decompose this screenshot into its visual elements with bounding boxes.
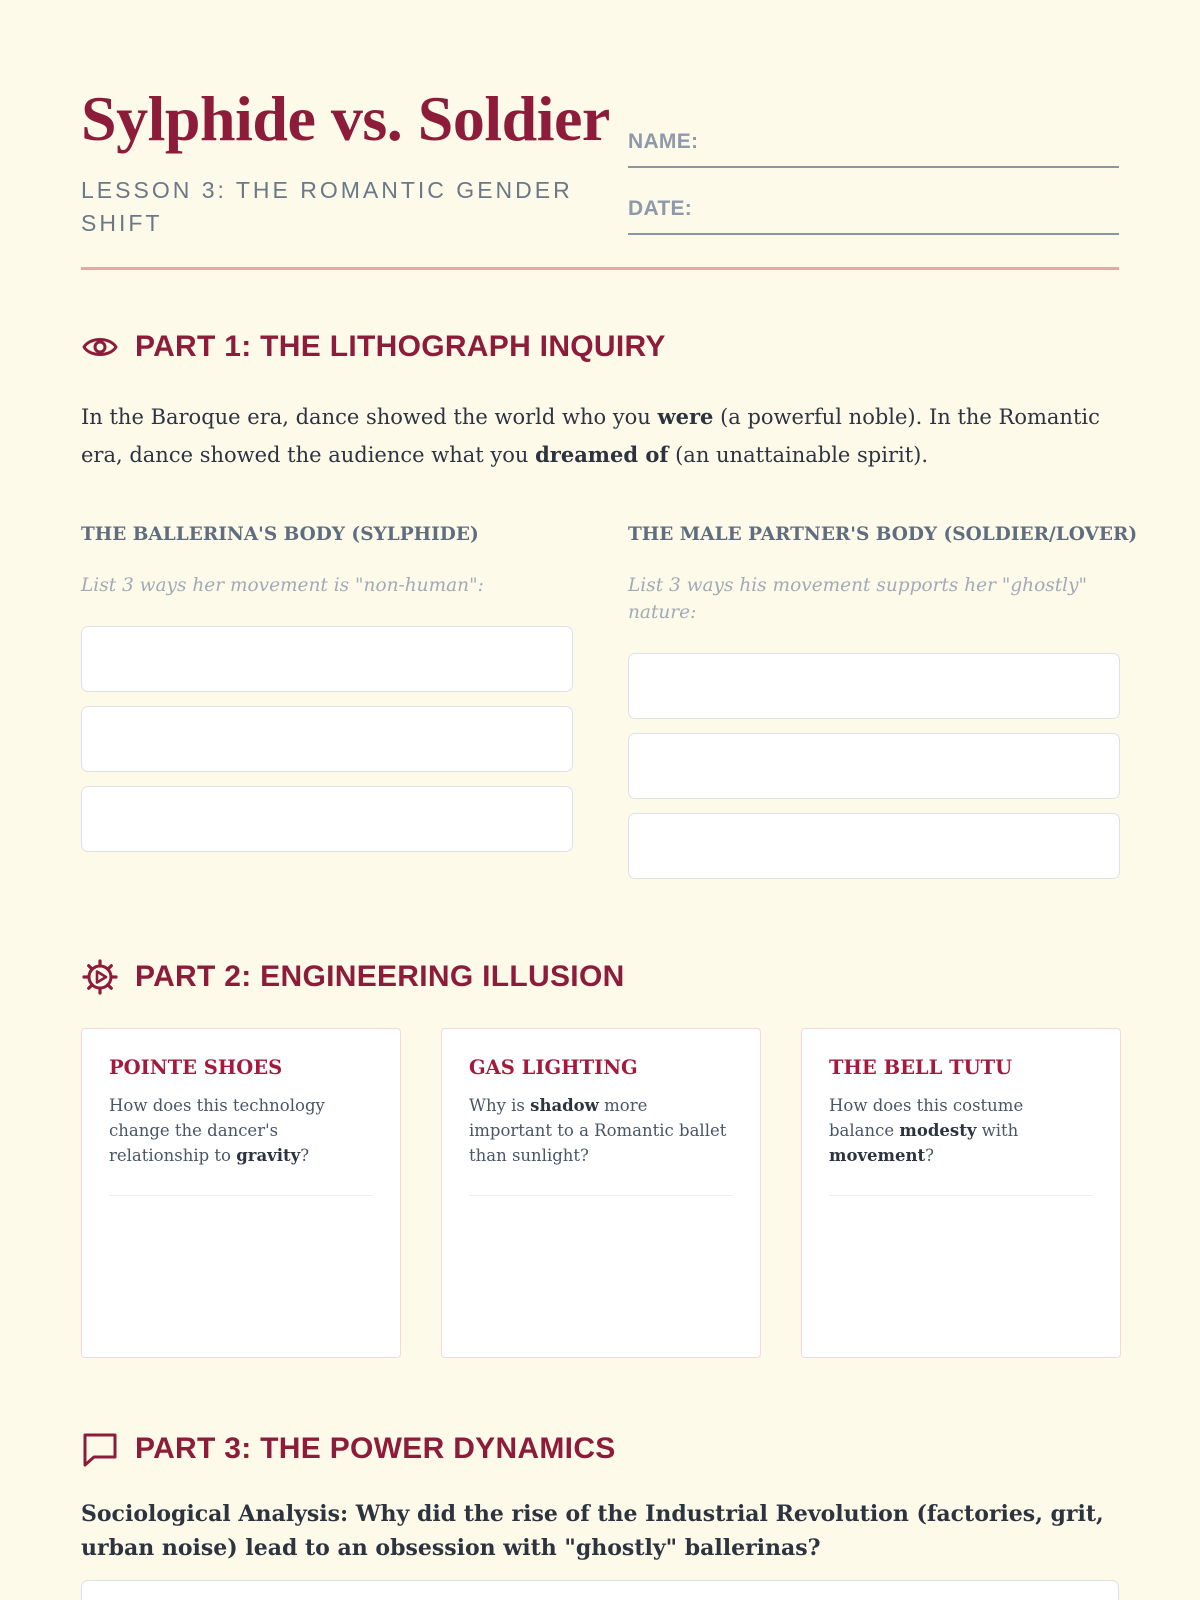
card-bell-tutu[interactable]: [801, 1028, 1121, 1358]
card-question: How does this costume balance modesty with movement?: [829, 1093, 1093, 1196]
ballerina-prompt: List 3 ways her movement is "non-human":: [81, 575, 484, 596]
ballerina-answer-2[interactable]: [81, 706, 573, 772]
card-pointe-shoes[interactable]: [81, 1028, 401, 1358]
ballerina-column-title: THE BALLERINA'S BODY (SYLPHIDE): [81, 524, 479, 545]
date-field[interactable]: [628, 197, 1119, 235]
ballerina-answer-3[interactable]: [81, 786, 573, 852]
part3-answer-box[interactable]: [81, 1580, 1119, 1600]
part3-title: PART 3: THE POWER DYNAMICS: [135, 1432, 616, 1465]
page-title: Sylphide vs. Soldier: [81, 83, 610, 154]
ballerina-answer-1[interactable]: [81, 626, 573, 692]
partner-answer-3[interactable]: [628, 813, 1120, 879]
eye-icon: [81, 328, 119, 366]
card-title: POINTE SHOES: [109, 1056, 283, 1079]
card-question: How does this technology change the dancer's relationship to gravity?: [109, 1093, 373, 1196]
part2-heading: [81, 958, 625, 996]
part3-heading: [81, 1430, 616, 1468]
lesson-subtitle: LESSON 3: THE ROMANTIC GENDER SHIFT: [81, 177, 573, 236]
gear-icon: [81, 958, 119, 996]
part1-intro: In the Baroque era, dance showed the world who you were (a powerful noble). In the Romantic era, dance showed the audience what you dreamed of (an unattainable spirit).: [81, 404, 1100, 467]
partner-column: [628, 524, 1138, 893]
worksheet-header: [81, 0, 1119, 270]
name-field[interactable]: [628, 130, 1119, 168]
ballerina-column: [81, 524, 573, 866]
card-title: THE BELL TUTU: [829, 1056, 1013, 1079]
partner-answer-2[interactable]: [628, 733, 1120, 799]
part3-question: Sociological Analysis: Why did the rise of the Industrial Revolution (factories, grit, urban noise) lead to an obsession with "ghostly" ballerinas?: [81, 1501, 1104, 1561]
date-label: DATE:: [628, 197, 693, 220]
card-question: Why is shadow more important to a Romantic ballet than sunlight?: [469, 1093, 733, 1196]
speech-bubble-icon: [81, 1430, 119, 1468]
card-gas-lighting[interactable]: [441, 1028, 761, 1358]
card-title: GAS LIGHTING: [469, 1056, 638, 1079]
part1-title: PART 1: THE LITHOGRAPH INQUIRY: [135, 330, 666, 363]
partner-answer-1[interactable]: [628, 653, 1120, 719]
part2-title: PART 2: ENGINEERING ILLUSION: [135, 960, 625, 993]
name-label: NAME:: [628, 130, 699, 153]
header-divider: [81, 267, 1119, 270]
partner-column-title: THE MALE PARTNER'S BODY (SOLDIER/LOVER): [628, 524, 1138, 545]
partner-prompt: List 3 ways his movement supports her "ghostly" nature:: [628, 575, 1088, 623]
part1-heading: [81, 328, 666, 366]
